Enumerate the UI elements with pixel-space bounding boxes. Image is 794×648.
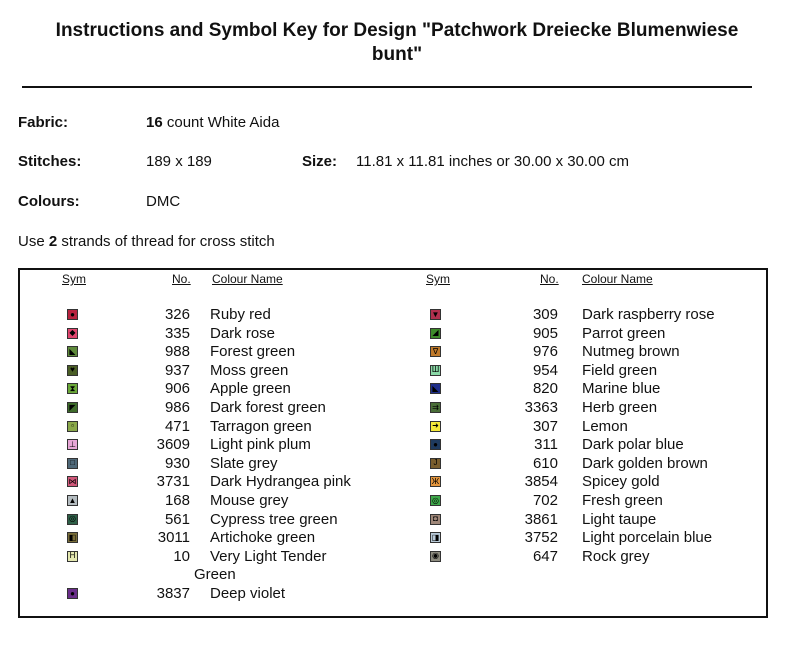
colour-number: 820 (532, 380, 558, 398)
colour-name: Forest green (210, 343, 296, 361)
colours-value: DMC (146, 193, 181, 210)
colour-number: 988 (164, 343, 190, 361)
colour-number: 10 (173, 547, 190, 565)
header-sym-right: Sym (426, 272, 450, 286)
colour-name: Dark polar blue (582, 436, 684, 454)
strands-post: strands of thread for cross stitch (57, 233, 275, 250)
colour-number: 561 (164, 510, 190, 528)
colour-swatch-icon: □ (67, 458, 78, 469)
strands-count: 2 (48, 233, 58, 250)
colour-number: 3861 (524, 510, 558, 528)
header-sym-left: Sym (62, 272, 86, 286)
size-value: 11.81 x 11.81 inches or 30.00 x 30.00 cm (356, 153, 629, 170)
colour-number: 610 (532, 454, 558, 472)
colour-name: Mouse grey (210, 492, 289, 509)
colour-number: 647 (532, 547, 558, 565)
colour-name: Cypress tree green (210, 510, 338, 528)
fabric-type: count White Aida (162, 114, 280, 131)
colour-name: Ruby red (210, 306, 271, 323)
colour-name: Very Light Tender (210, 547, 327, 565)
colour-number: 3837 (156, 585, 190, 602)
colour-name: Dark rose (210, 324, 276, 342)
colour-name: Light pink plum (210, 436, 311, 454)
title-line-1: Instructions and Symbol Key for Design "Patchwork Dreiecke Blumenwiese (55, 20, 739, 41)
colour-number: 3731 (156, 473, 190, 491)
colour-number: 311 (534, 436, 558, 454)
colour-name: Nutmeg brown (582, 343, 680, 361)
size-label: Size: (302, 153, 338, 170)
header-no-right: No. (540, 272, 559, 286)
colour-swatch-icon: ◣ (67, 346, 78, 357)
colour-name: Dark forest green (210, 399, 326, 416)
colour-number: 335 (164, 324, 190, 342)
colour-name: Rock grey (582, 547, 650, 565)
colour-swatch-icon: Ж (431, 476, 440, 486)
fabric-label: Fabric: (18, 114, 69, 131)
colour-name: Fresh green (582, 492, 663, 509)
colour-number: 3609 (156, 436, 190, 454)
colour-name-continued: Green (194, 566, 236, 584)
colours-label: Colours: (18, 193, 80, 210)
colour-name: Dark raspberry rose (582, 306, 715, 323)
colour-number: 937 (164, 361, 190, 379)
colour-swatch-icon: ● (430, 439, 441, 450)
colour-swatch-icon: ◆ (67, 328, 78, 339)
colour-number: 3752 (524, 529, 558, 547)
colour-swatch-icon: ◎ (67, 514, 78, 525)
colour-swatch-icon: ♥ (67, 365, 78, 376)
colour-number: 905 (532, 324, 558, 342)
colour-name: Dark golden brown (582, 454, 708, 472)
title-line-2: bunt" (371, 44, 423, 65)
colour-number: 906 (164, 380, 190, 398)
colour-swatch-icon: ◣ (430, 383, 441, 394)
colour-swatch-icon: ⇉ (430, 402, 441, 413)
colour-name: Deep violet (210, 585, 286, 602)
colour-swatch-icon: ➜ (430, 421, 441, 432)
strands-instruction (18, 233, 275, 250)
colour-number: 326 (164, 306, 190, 323)
colour-swatch-icon: ◉ (430, 551, 441, 562)
colour-swatch-icon: ▫ (67, 421, 78, 432)
colour-number: 986 (164, 399, 190, 416)
header-name-left: Colour Name (212, 272, 283, 286)
colour-name: Spicey gold (582, 473, 660, 491)
colour-swatch-icon: ◘ (430, 514, 441, 525)
colour-number: 930 (164, 454, 190, 472)
colour-swatch-icon: ▼ (431, 309, 440, 319)
colour-swatch-icon: ◎ (430, 495, 441, 506)
stitches-value: 189 x 189 (146, 153, 212, 170)
colour-name: Moss green (210, 361, 289, 379)
colour-name: Dark Hydrangea pink (210, 473, 351, 491)
colour-name: Artichoke green (210, 529, 316, 547)
colour-name: Light taupe (582, 510, 657, 528)
colour-swatch-icon: ∇ (430, 346, 441, 357)
strands-pre: Use (18, 233, 49, 250)
fabric-value (146, 114, 279, 131)
header-name-right: Colour Name (582, 272, 653, 286)
stitches-label: Stitches: (18, 153, 82, 170)
colour-swatch-icon: ⊥ (67, 439, 78, 450)
colour-swatch-icon: ● (67, 309, 78, 320)
colour-number: 954 (532, 361, 558, 379)
colour-name: Parrot green (582, 324, 666, 342)
colour-name: Apple green (210, 380, 291, 398)
colour-name: Marine blue (582, 380, 661, 398)
colour-number: 3854 (524, 473, 558, 491)
colour-name: Lemon (582, 417, 628, 435)
colour-swatch-icon: ⋈ (68, 476, 77, 486)
colour-swatch-icon: ◧ (68, 532, 77, 542)
colour-swatch-icon: Ш (431, 365, 440, 375)
colour-swatch-icon: ● (67, 588, 78, 599)
colour-name: Field green (582, 361, 658, 379)
header-no-left: No. (172, 272, 191, 286)
colour-swatch-icon: ◢ (430, 328, 441, 339)
colour-swatch-icon: ◨ (431, 532, 440, 542)
fabric-count: 16 (146, 114, 163, 131)
colour-swatch-icon: ⧗ (67, 383, 78, 394)
colour-number: 471 (164, 417, 190, 435)
colour-number: 309 (532, 306, 558, 323)
colour-swatch-icon: ▲ (68, 495, 77, 505)
colour-name: Light porcelain blue (582, 529, 713, 547)
colour-name: Slate grey (210, 454, 278, 472)
symbol-key-table (18, 268, 768, 618)
colour-number: 3011 (157, 529, 190, 547)
colour-number: 3363 (524, 399, 558, 416)
colour-number: 168 (164, 492, 190, 509)
colour-swatch-icon: J (430, 458, 441, 469)
colour-name: Tarragon green (210, 417, 312, 435)
title-divider (22, 86, 752, 88)
colour-swatch-icon: H (67, 551, 78, 562)
colour-number: 307 (532, 417, 558, 435)
colour-name: Herb green (582, 399, 658, 416)
colour-number: 702 (532, 492, 558, 509)
colour-number: 976 (532, 343, 558, 361)
colour-swatch-icon: ◤ (67, 402, 78, 413)
